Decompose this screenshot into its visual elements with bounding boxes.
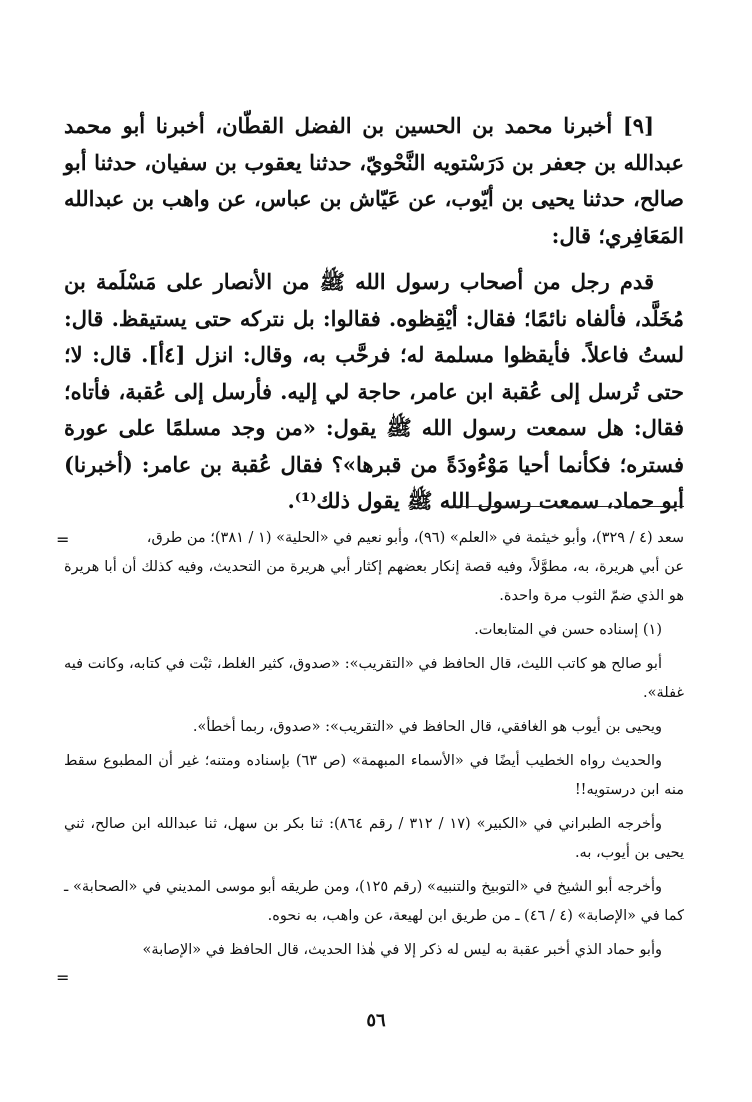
footnote-paragraph-tabarani: وأخرجه الطبراني في «الكبير» (١٧ / ٣١٢ / رقم ٨٦٤): ثنا بكر بن سهل، ثنا عبدالله ابن صالح، ثني يحيى بن أيوب، به. <box>64 816 684 861</box>
matn-paragraph: قدم رجل من أصحاب رسول الله ﷺ من الأنصار على مَسْلَمة بن مُخَلَّد، فألفاه نائمًا؛ فقال: أيْقِظوه. فقالوا: بل نتركه حتى يستيقظ. قال: لستُ فاعلاً. فأيقظوا مسلمة له؛ فرحَّب به، وقال: انزل [٤أ]. قال: لا؛ حتى تُرسل إلى عُقبة ابن عامر، حاجة لي إليه. فأرسل إلى عُقبة، فأتاه؛ فقال: هل سمعت رسول الله ﷺ يقول: «من وجد مسلمًا على عورة فستره؛ فكأنما أحيا مَوْءُودَةً من قبرها»؟ فقال عُقبة بن عامر: (أخبرنا) أبو حماد، سمعت رسول الله ﷺ يقول ذلك⁽¹⁾. <box>64 269 684 513</box>
footnote-paragraph-abu-hammad: وأبو حماد الذي أخبر عقبة به ليس له ذكر إلا في هٰذا الحديث، قال الحافظ في «الإصابة» <box>142 942 662 958</box>
continuation-marker-bottom: = <box>56 968 70 987</box>
page-number: ٥٦ <box>366 1010 386 1031</box>
footnote-continued-line-1: سعد (٤ / ٣٢٩)، وأبو خيثمة في «العلم» (٩٦)، وأبو نعيم في «الحلية» (١ / ٣٨١)؛ من طرق، <box>146 530 684 546</box>
footnotes-section <box>64 524 684 970</box>
footnote-continued-line-2: عن أبي هريرة، به، مطوَّلاً، وفيه قصة إنكار بعضهم إكثار أبي هريرة من التحديث، وفيه كذلك أن أبا هريرة هو الذي ضمّ الثوب مرة واحدة. <box>64 559 684 604</box>
isnad-paragraph: [٩] أخبرنا محمد بن الحسين بن الفضل القطّان، أخبرنا أبو محمد عبدالله بن جعفر بن دَرَسْتويه النَّحْويّ، حدثنا يعقوب بن سفيان، حدثنا أبو صالح، حدثنا يحيى بن أيّوب، عن عَيّاش بن عباس، عن واهب بن عبدالله المَعَافِري؛ قال: <box>64 113 685 248</box>
footnote-paragraph-khatib: والحديث رواه الخطيب أيضًا في «الأسماء المبهمة» (ص ٦٣) بإسناده ومتنه؛ غير أن المطبوع سقط منه ابن درستويه!! <box>64 753 684 798</box>
footnote-paragraph-abu-salih: أبو صالح هو كاتب الليث، قال الحافظ في «التقريب»: «صدوق، كثير الغلط، ثبْت في كتابه، وكانت فيه غفلة». <box>64 656 684 701</box>
footnote-1: (١) إسناده حسن في المتابعات. <box>474 622 662 638</box>
hadith-isnad <box>64 108 684 254</box>
footnote-separator <box>444 506 684 507</box>
hadith-matn <box>64 264 684 520</box>
footnote-paragraph-abu-shaykh: وأخرجه أبو الشيخ في «التوبيخ والتنبيه» (رقم ١٢٥)، ومن طريقه أبو موسى المديني في «الصحابة» ـ كما في «الإصابة» (٤ / ٤٦) ـ من طريق ابن لهيعة، عن واهب، به نحوه. <box>64 879 684 924</box>
continuation-marker-top: = <box>56 530 70 549</box>
footnote-paragraph-yahya: ويحيى بن أيوب هو الغافقي، قال الحافظ في «التقريب»: «صدوق، ربما أخطأ». <box>192 719 662 735</box>
